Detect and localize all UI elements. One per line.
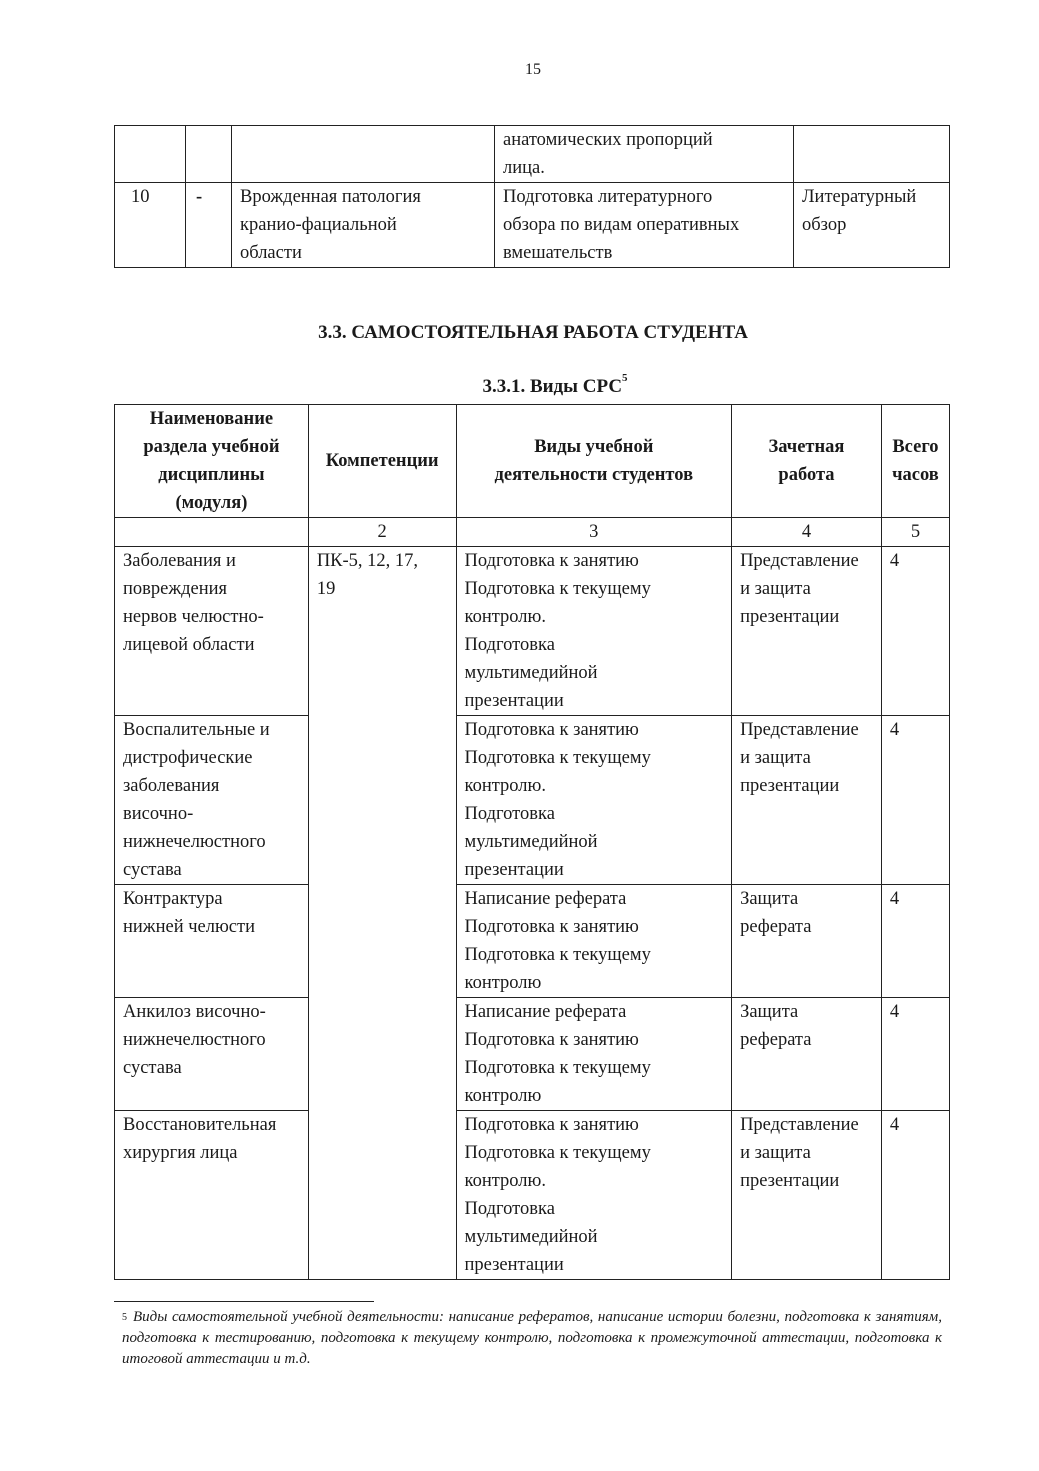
row-activities: Написание реферата Подготовка к занятию Подготовка к текущему контролю <box>456 885 732 998</box>
row-work: Защита реферата <box>732 885 882 998</box>
row-hours: 4 <box>881 885 949 998</box>
footnote <box>122 1307 942 1370</box>
continued-table <box>114 125 950 268</box>
table-row <box>115 547 950 716</box>
row-section: Врожденная патология кранио-фациальной области <box>232 183 495 268</box>
row-activities: Написание реферата Подготовка к занятию Подготовка к текущему контролю <box>456 998 732 1111</box>
table-row <box>115 126 950 183</box>
table-row <box>115 885 950 998</box>
table-row <box>115 183 950 268</box>
row-activity: Подготовка литературного обзора по видам оперативных вмешательств <box>495 183 794 268</box>
column-number: 3 <box>456 518 732 547</box>
footnote-ref: 5 <box>622 372 628 384</box>
column-number: 5 <box>881 518 949 547</box>
competencies-cell: ПК-5, 12, 17, 19 <box>308 547 456 1280</box>
row-section: Анкилоз височно- нижнечелюстного сустава <box>115 998 309 1111</box>
row-number <box>115 126 186 183</box>
header-section: Наименование раздела учебной дисциплины (модуля) <box>115 405 309 518</box>
row-section <box>232 126 495 183</box>
row-activities: Подготовка к занятию Подготовка к текущему контролю. Подготовка мультимедийной презентации <box>456 547 732 716</box>
row-section: Контрактура нижней челюсти <box>115 885 309 998</box>
row-hours: 4 <box>881 547 949 716</box>
table-row <box>115 1111 950 1280</box>
header-row <box>115 405 950 518</box>
column-number: 2 <box>308 518 456 547</box>
footnote-marker: 5 <box>122 1312 127 1323</box>
row-work: Представление и защита презентации <box>732 1111 882 1280</box>
row-hours: 4 <box>881 716 949 885</box>
table-row <box>115 716 950 885</box>
header-competencies: Компетенции <box>308 405 456 518</box>
row-hours: 4 <box>881 998 949 1111</box>
column-number-row <box>115 518 950 547</box>
src-table <box>114 404 950 1280</box>
column-number: 4 <box>732 518 882 547</box>
row-work: Представление и защита презентации <box>732 547 882 716</box>
footnote-text: Виды самостоятельной учебной деятельности: написание рефератов, написание истории болезни, подготовка к занятиям, подготовка к тестированию, подготовка к текущему контролю, подготовка к промежуточной аттестации, подготовка к итоговой аттестации и т.д. <box>122 1309 942 1367</box>
row-form <box>794 126 950 183</box>
row-dash: - <box>186 183 232 268</box>
row-section: Восстановительная хирургия лица <box>115 1111 309 1280</box>
subsection-heading <box>0 372 1039 398</box>
header-activities: Виды учебной деятельности студентов <box>456 405 732 518</box>
row-dash <box>186 126 232 183</box>
column-number <box>115 518 309 547</box>
row-work: Представление и защита презентации <box>732 716 882 885</box>
footnote-divider <box>114 1301 374 1302</box>
header-work: Зачетная работа <box>732 405 882 518</box>
row-work: Защита реферата <box>732 998 882 1111</box>
row-section: Воспалительные и дистрофические заболевания височно- нижнечелюстного сустава <box>115 716 309 885</box>
row-form: Литературный обзор <box>794 183 950 268</box>
row-hours: 4 <box>881 1111 949 1280</box>
subsection-heading-text: 3.3.1. Виды СРС <box>482 376 623 397</box>
row-activity: анатомических пропорций лица. <box>495 126 794 183</box>
row-activities: Подготовка к занятию Подготовка к текущему контролю. Подготовка мультимедийной презентации <box>456 716 732 885</box>
table-row <box>115 998 950 1111</box>
page-number: 15 <box>525 61 541 78</box>
header-hours: Всего часов <box>881 405 949 518</box>
row-activities: Подготовка к занятию Подготовка к текущему контролю. Подготовка мультимедийной презентации <box>456 1111 732 1280</box>
section-heading: 3.3. САМОСТОЯТЕЛЬНАЯ РАБОТА СТУДЕНТА <box>318 322 748 343</box>
row-section: Заболевания и повреждения нервов челюстно- лицевой области <box>115 547 309 716</box>
row-number: 10 <box>115 183 186 268</box>
